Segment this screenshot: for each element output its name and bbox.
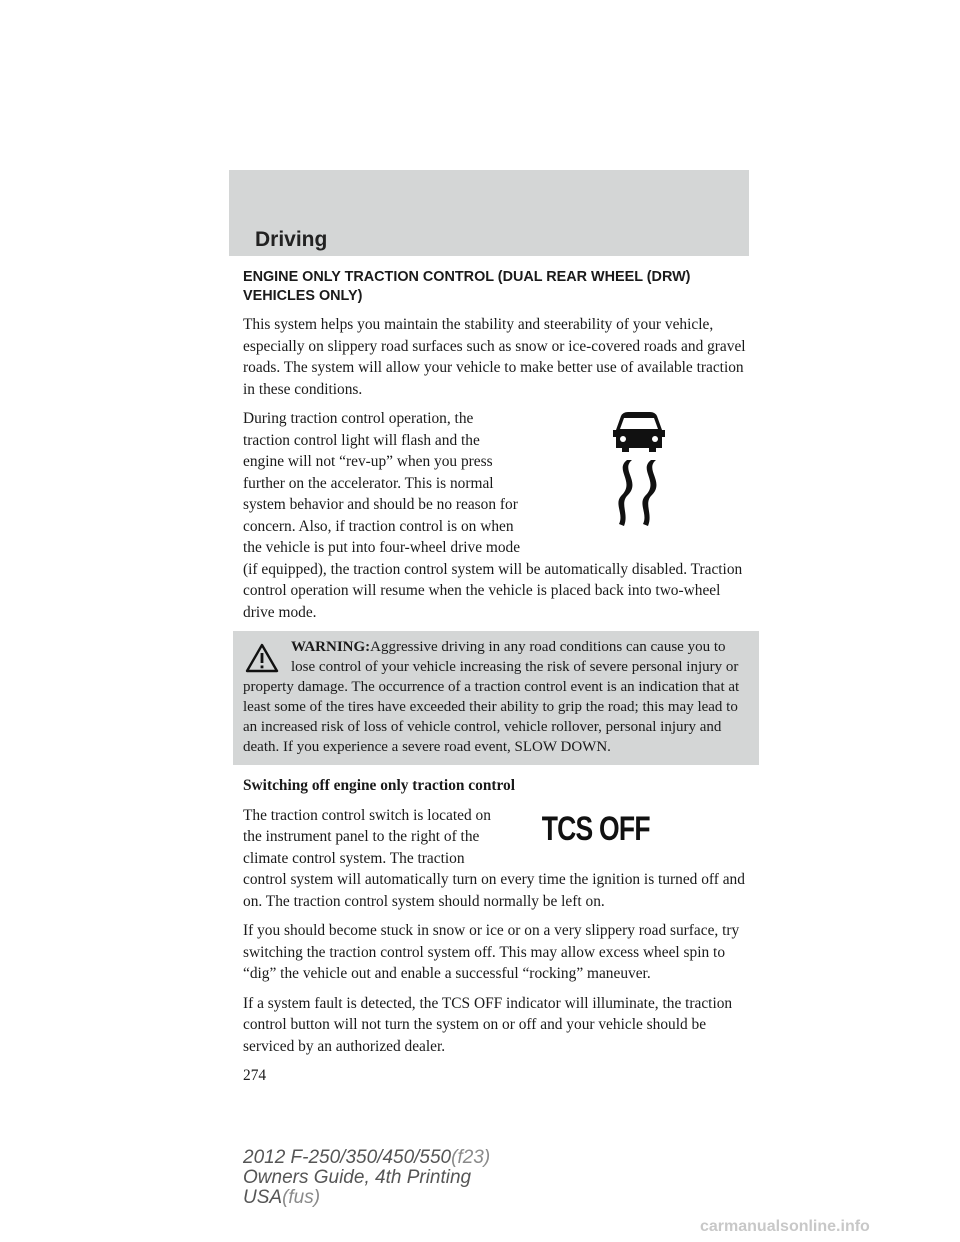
footer-edition: Owners Guide, 4th Printing — [243, 1167, 472, 1188]
operation-block — [243, 408, 749, 623]
switch-location-block — [243, 805, 749, 913]
page-content — [243, 268, 749, 1087]
tcs-off-indicator — [509, 805, 749, 863]
traction-control-light-icon — [529, 410, 749, 552]
footer-model: 2012 F-250/350/450/550 — [243, 1147, 452, 1168]
document-footer — [243, 1148, 490, 1208]
warning-text: Aggressive driving in any road conditions can cause you to lose control of your vehicle increasing the risk of severe personal injury or property damage. The occurrence of a traction control event is an indication that at least some of the tires have exceeded their ability to grip the road; this may lead to an increased risk of loss of vehicle control, vehicle rollover, personal injury and death. If you experience a severe road event, SLOW DOWN. — [243, 639, 740, 755]
warning-box — [233, 631, 759, 765]
warning-triangle-icon — [243, 637, 291, 677]
section-title: Driving — [255, 228, 328, 251]
page-number: 274 — [243, 1067, 267, 1084]
intro-paragraph: This system helps you maintain the stability and steerability of your vehicle, especially on slippery road surfaces such as snow or ice-covered roads and gravel roads. The system will allow your vehicle to make better use of available traction in these conditions. — [243, 316, 746, 398]
footer-region: USA — [243, 1187, 283, 1208]
switch-location-paragraph: The traction control switch is located on the instrument panel to the right of the climate control system. The traction control system will automatically turn on every time the ignition is turned off and on. The traction control system should normally be left on. — [243, 806, 745, 910]
footer-region-code: (fus) — [282, 1187, 321, 1208]
operation-paragraph: During traction control operation, the traction control light will flash and the engine will not “rev-up” when you press further on the accelerator. This is normal system behavior and should be no reason for concern. Also, if traction control is on when the vehicle is put into four-wheel drive mode (if equipped), the traction control system will be automatically disabled. Traction control operation will resume when the vehicle is placed back into two-wheel drive mode. — [243, 410, 743, 621]
footer-model-code: (f23) — [451, 1147, 491, 1168]
warning-label: WARNING: — [291, 639, 371, 655]
stuck-paragraph: If you should become stuck in snow or ice or on a very slippery road surface, try switching the traction control system off. This may allow excess wheel spin to “dig” the vehicle out and enable a successful “rocking” maneuver. — [243, 922, 740, 982]
tcs-off-label: TCS OFF — [541, 809, 650, 848]
fault-paragraph: If a system fault is detected, the TCS OFF indicator will illuminate, the traction control button will not turn the system on or off and your vehicle should be serviced by an authorized dealer. — [243, 994, 733, 1055]
site-watermark: carmanualsonline.info — [700, 1218, 870, 1235]
switching-heading: Switching off engine only traction control — [243, 777, 516, 794]
section-heading: ENGINE ONLY TRACTION CONTROL (DUAL REAR WHEEL (DRW) VEHICLES ONLY) — [243, 269, 691, 304]
